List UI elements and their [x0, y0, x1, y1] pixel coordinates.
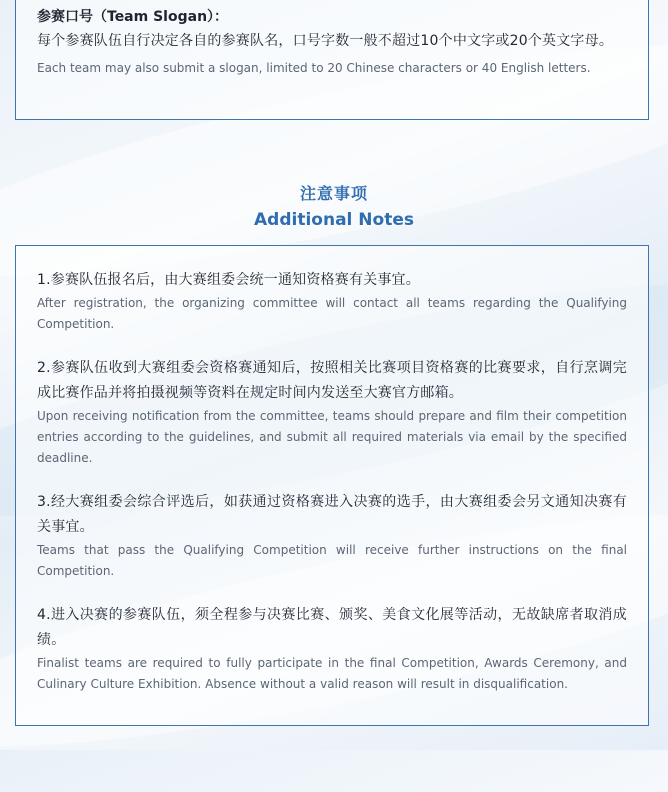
- note-text-en: Upon receiving notification from the committee, teams should prepare and film their competition entries according to the guidelines, and submit all required materials via email by the specified deadline.: [37, 409, 627, 465]
- note-text-en: Finalist teams are required to fully participate in the final Competition, Awards Ceremony, and Culinary Culture Exhibition. Absence without a valid reason will result in disqualification.: [37, 656, 627, 691]
- slogan-title: 参赛口号（Team Slogan）：: [37, 9, 229, 25]
- note-item: [37, 603, 627, 695]
- note-item: [37, 356, 627, 469]
- notes-heading-en: Additional Notes: [254, 210, 414, 230]
- notes-heading-cn: 注意事项: [299, 184, 368, 203]
- note-item: [37, 268, 627, 335]
- slogan-panel: [15, 0, 649, 120]
- note-text-cn: 4.进入决赛的参赛队伍，须全程参与决赛比赛、颁奖、美食文化展等活动，无故缺席者取消成绩。: [37, 607, 627, 648]
- note-text-en: After registration, the organizing committee will contact all teams regarding the Qualifying Competition.: [37, 296, 627, 331]
- note-item: [37, 490, 627, 582]
- note-text-cn: 3.经大赛组委会综合评选后，如获通过资格赛进入决赛的选手，由大赛组委会另文通知决赛有关事宜。: [37, 494, 627, 535]
- slogan-description-en: Each team may also submit a slogan, limited to 20 Chinese characters or 40 English letters.: [37, 61, 591, 75]
- slogan-description-cn: 每个参赛队伍自行决定各自的参赛队名，口号字数一般不超过10个中文字或20个英文字母。: [37, 33, 614, 49]
- note-text-cn: 1.参赛队伍报名后，由大赛组委会统一通知资格赛有关事宜。: [37, 272, 420, 288]
- note-text-cn: 2.参赛队伍收到大赛组委会资格赛通知后，按照相关比赛项目资格赛的比赛要求，自行烹调完成比赛作品并将拍摄视频等资料在规定时间内发送至大赛官方邮箱。: [37, 360, 627, 401]
- note-text-en: Teams that pass the Qualifying Competition will receive further instructions on the final Competition.: [37, 543, 627, 578]
- notes-panel: [15, 245, 649, 726]
- notes-heading: [0, 182, 668, 234]
